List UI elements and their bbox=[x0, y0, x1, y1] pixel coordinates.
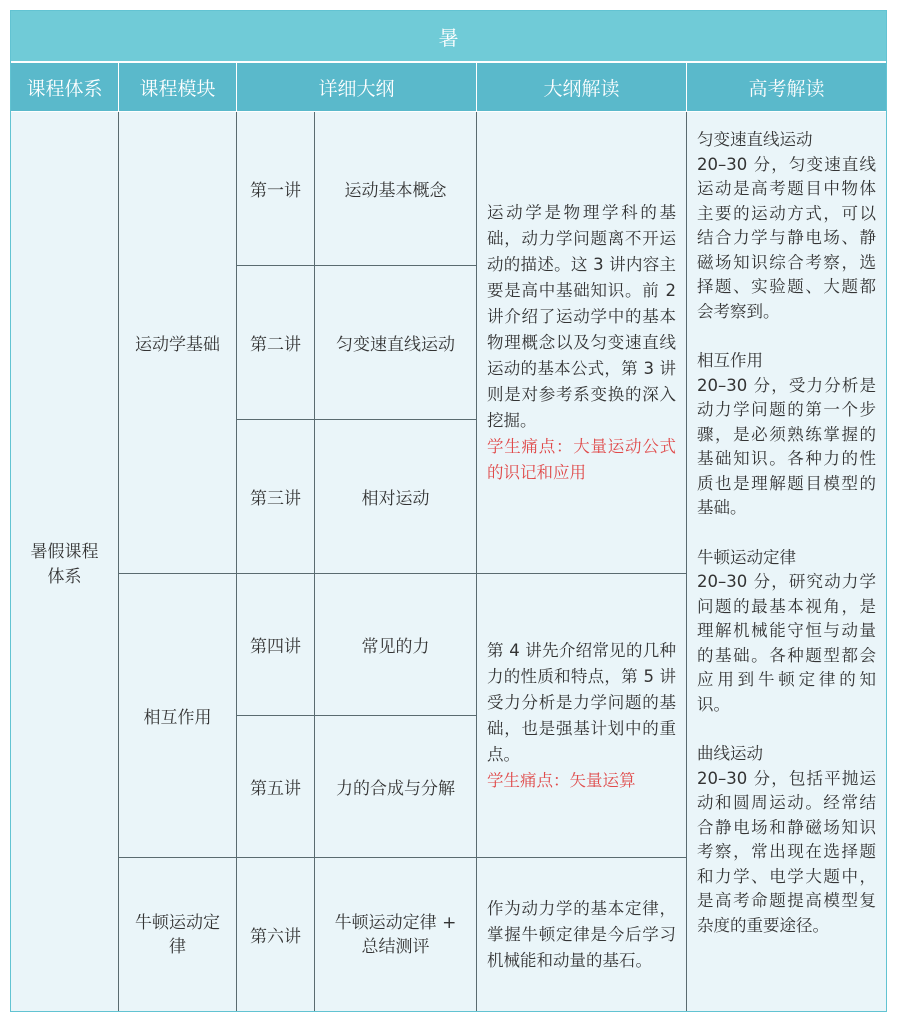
exam-item-title: 曲线运动 bbox=[697, 744, 763, 763]
outline-text-block bbox=[477, 200, 686, 486]
module-label: 牛顿运动定律 bbox=[135, 912, 220, 957]
outline-text-block bbox=[477, 638, 686, 794]
lecture-number: 第六讲 bbox=[237, 858, 315, 1011]
header-exam: 高考解读 bbox=[748, 77, 825, 100]
exam-item-title: 匀变速直线运动 bbox=[697, 130, 813, 149]
outline-text-block bbox=[477, 896, 686, 974]
module-cell bbox=[119, 112, 237, 574]
exam-item-title: 牛顿运动定律 bbox=[697, 547, 796, 567]
lecture-number: 第一讲 bbox=[237, 112, 315, 266]
exam-item bbox=[697, 742, 876, 938]
header-row bbox=[11, 63, 886, 111]
module-cell bbox=[119, 858, 237, 1011]
exam-item-text: 20–30 分，受力分析是动力学问题的第一个步骤，是必须熟练掌握的基础知识。各种力的性质也是理解题目模型的基础。 bbox=[697, 375, 876, 517]
lecture-number: 第四讲 bbox=[237, 574, 315, 716]
system-label: 暑假课程体系 bbox=[30, 541, 99, 587]
pain-point: 学生痛点：大量运动公式的识记和应用 bbox=[487, 436, 676, 482]
lecture-number: 第五讲 bbox=[237, 716, 315, 858]
module-label: 运动学基础 bbox=[135, 335, 220, 355]
module-cell bbox=[119, 574, 237, 858]
exam-item bbox=[697, 546, 876, 718]
module-label: 相互作用 bbox=[143, 708, 212, 728]
table-title: 暑 bbox=[11, 11, 886, 61]
lecture-number: 第二讲 bbox=[237, 266, 315, 420]
lecture-topic: 运动基本概念 bbox=[315, 112, 477, 266]
lecture-topic bbox=[315, 858, 477, 1011]
outline-text: 运动学是物理学科的基础，动力学问题离不开运动的描述。这 3 讲内容主要是高中基础知识。前 2 讲介绍了运动学中的基本物理概念以及匀变速直线运动的基本公式，第 3 讲则是对参考系变换的深入挖掘。 bbox=[487, 202, 676, 430]
exam-item-title: 相互作用 bbox=[697, 351, 763, 370]
exam-item-text: 20–30 分，包括平抛运动和圆周运动。经常结合静电场和静磁场知识考察，常出现在选择题和力学、电学大题中，是高考命题提高模型复杂度的重要途径。 bbox=[697, 768, 876, 935]
outline-text: 第 4 讲先介绍常见的几种力的性质和特点，第 5 讲受力分析是力学问题的基础，也是强基计划中的重点。 bbox=[487, 640, 676, 764]
table-body bbox=[11, 112, 886, 1011]
lecture-topic: 常见的力 bbox=[315, 574, 477, 716]
exam-item-text: 20–30 分，研究动力学问题的最基本视角，是理解机械能守恒与动量的基础。各种题型都会应用到牛顿定律的知识。 bbox=[697, 572, 876, 714]
exam-cell bbox=[687, 112, 886, 1011]
outline-cell bbox=[477, 574, 687, 858]
system-cell bbox=[11, 112, 119, 1011]
header-interpretation: 大纲解读 bbox=[477, 63, 687, 111]
header-outline: 详细大纲 bbox=[237, 63, 477, 111]
exam-item bbox=[697, 128, 876, 324]
lecture-topic-label: 牛顿运动定律 + 总结测评 bbox=[334, 912, 457, 957]
pain-point: 学生痛点：矢量运算 bbox=[487, 770, 636, 790]
header-module: 课程模块 bbox=[119, 63, 237, 111]
exam-item bbox=[697, 349, 876, 521]
lecture-topic: 力的合成与分解 bbox=[315, 716, 477, 858]
curriculum-table bbox=[10, 10, 887, 1012]
lecture-number: 第三讲 bbox=[237, 420, 315, 574]
outline-cell bbox=[477, 112, 687, 574]
outline-text: 作为动力学的基本定律，掌握牛顿定律是今后学习机械能和动量的基石。 bbox=[487, 898, 676, 970]
lecture-topic: 匀变速直线运动 bbox=[315, 266, 477, 420]
lecture-topic: 相对运动 bbox=[315, 420, 477, 574]
exam-item-text: 20–30 分，匀变速直线运动是高考题目中物体主要的运动方式，可以结合力学与静电场、静磁场知识综合考察，选择题、实验题、大题都会考察到。 bbox=[697, 154, 876, 321]
outline-cell bbox=[477, 858, 687, 1011]
header-system: 课程体系 bbox=[11, 63, 119, 111]
